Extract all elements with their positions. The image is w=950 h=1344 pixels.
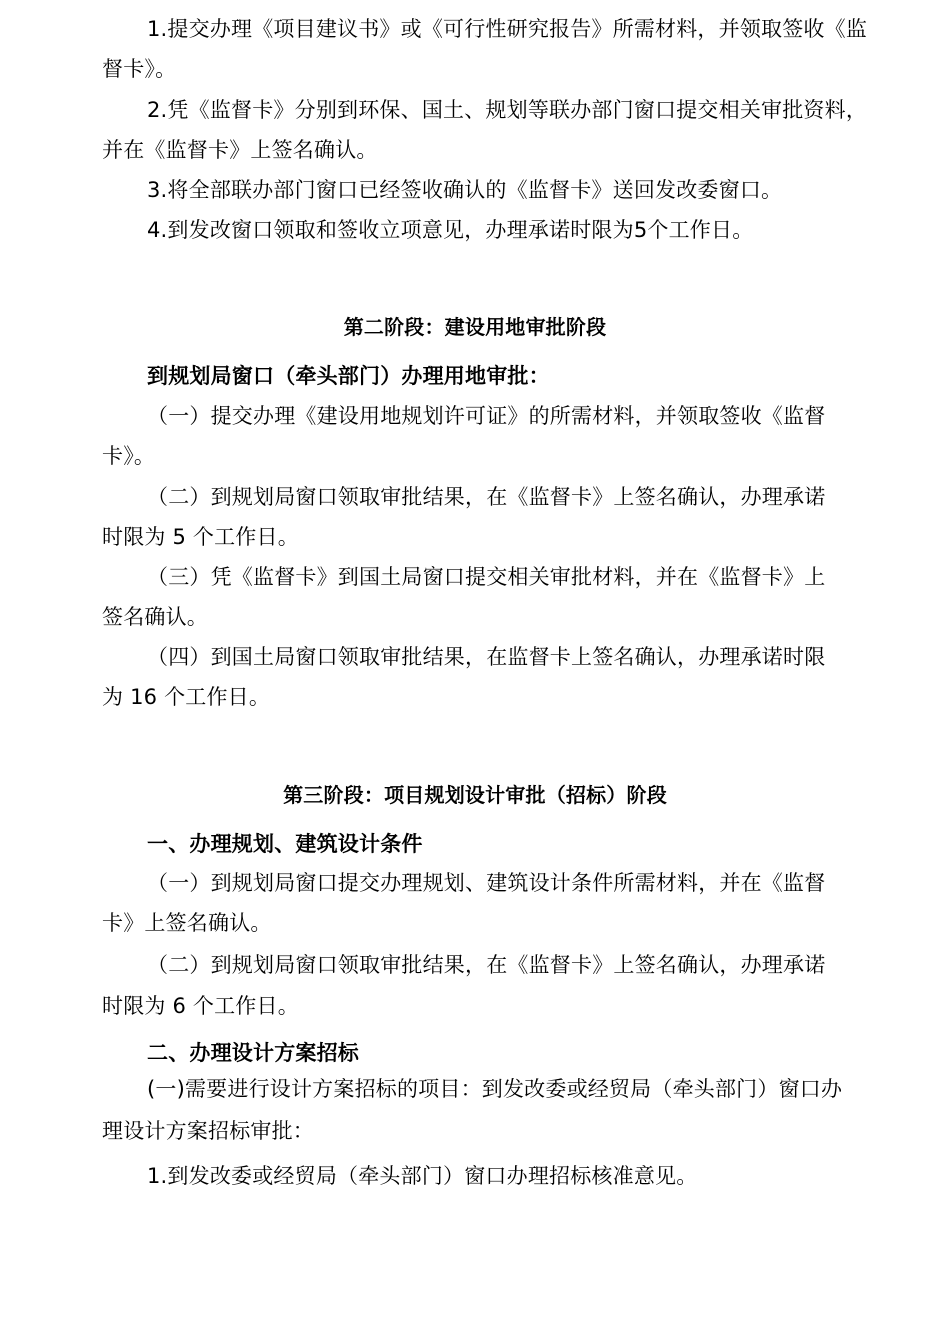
stage2-item-1-line-2: 卡》。 (102, 444, 156, 468)
stage1-item-2-line-2: 并在《监督卡》上签名确认。 (102, 138, 378, 162)
stage3-s1-item-2-line-2: 时限为 6 个工作日。 (102, 994, 299, 1018)
stage2-item-4-line-1: （四）到国土局窗口领取审批结果，在监督卡上签名确认，办理承诺时限 (147, 645, 826, 669)
stage2-item-1-line-1: （一）提交办理《建设用地规划许可证》的所需材料，并领取签收《监督 (147, 404, 826, 428)
stage3-s2-item-1-line-2: 理设计方案招标审批： (102, 1119, 314, 1143)
stage3-s1-item-1-line-1: （一）到规划局窗口提交办理规划、建筑设计条件所需材料，并在《监督 (147, 871, 826, 895)
stage2-item-4-line-2: 为 16 个工作日。 (102, 685, 271, 709)
stage2-title: 第二阶段：建设用地审批阶段 (343, 315, 607, 339)
stage2-item-3-line-2: 签名确认。 (102, 605, 208, 629)
stage3-section2-heading: 二、办理设计方案招标 (147, 1041, 359, 1065)
stage2-item-2-line-1: （二）到规划局窗口领取审批结果，在《监督卡》上签名确认，办理承诺 (147, 485, 826, 509)
stage3-s1-item-2-line-1: （二）到规划局窗口领取审批结果，在《监督卡》上签名确认，办理承诺 (147, 953, 826, 977)
stage1-item-2-line-1: 2.凭《监督卡》分别到环保、国土、规划等联办部门窗口提交相关审批资料， (147, 98, 868, 122)
stage1-item-1-line-2: 督卡》。 (102, 57, 177, 81)
stage1-item-1-line-1: 1.提交办理《项目建议书》或《可行性研究报告》所需材料，并领取签收《监 (147, 17, 868, 41)
stage3-section1-heading: 一、办理规划、建筑设计条件 (147, 832, 423, 856)
stage3-s2-item-1-sub-1: 1.到发改委或经贸局（牵头部门）窗口办理招标核准意见。 (147, 1164, 698, 1188)
stage3-s2-item-1-line-1: (一)需要进行设计方案招标的项目：到发改委或经贸局（牵头部门）窗口办 (147, 1077, 843, 1101)
stage2-subheading: 到规划局窗口（牵头部门）办理用地审批： (147, 364, 550, 388)
stage1-item-3: 3.将全部联办部门窗口已经签收确认的《监督卡》送回发改委窗口。 (147, 178, 783, 202)
stage3-title: 第三阶段：项目规划设计审批（招标）阶段 (283, 783, 667, 807)
stage3-s1-item-1-line-2: 卡》上签名确认。 (102, 911, 272, 935)
stage2-item-2-line-2: 时限为 5 个工作日。 (102, 525, 299, 549)
stage2-item-3-line-1: （三）凭《监督卡》到国土局窗口提交相关审批材料，并在《监督卡》上 (147, 565, 826, 589)
stage1-item-4: 4.到发改窗口领取和签收立项意见，办理承诺时限为5个工作日。 (147, 218, 754, 242)
